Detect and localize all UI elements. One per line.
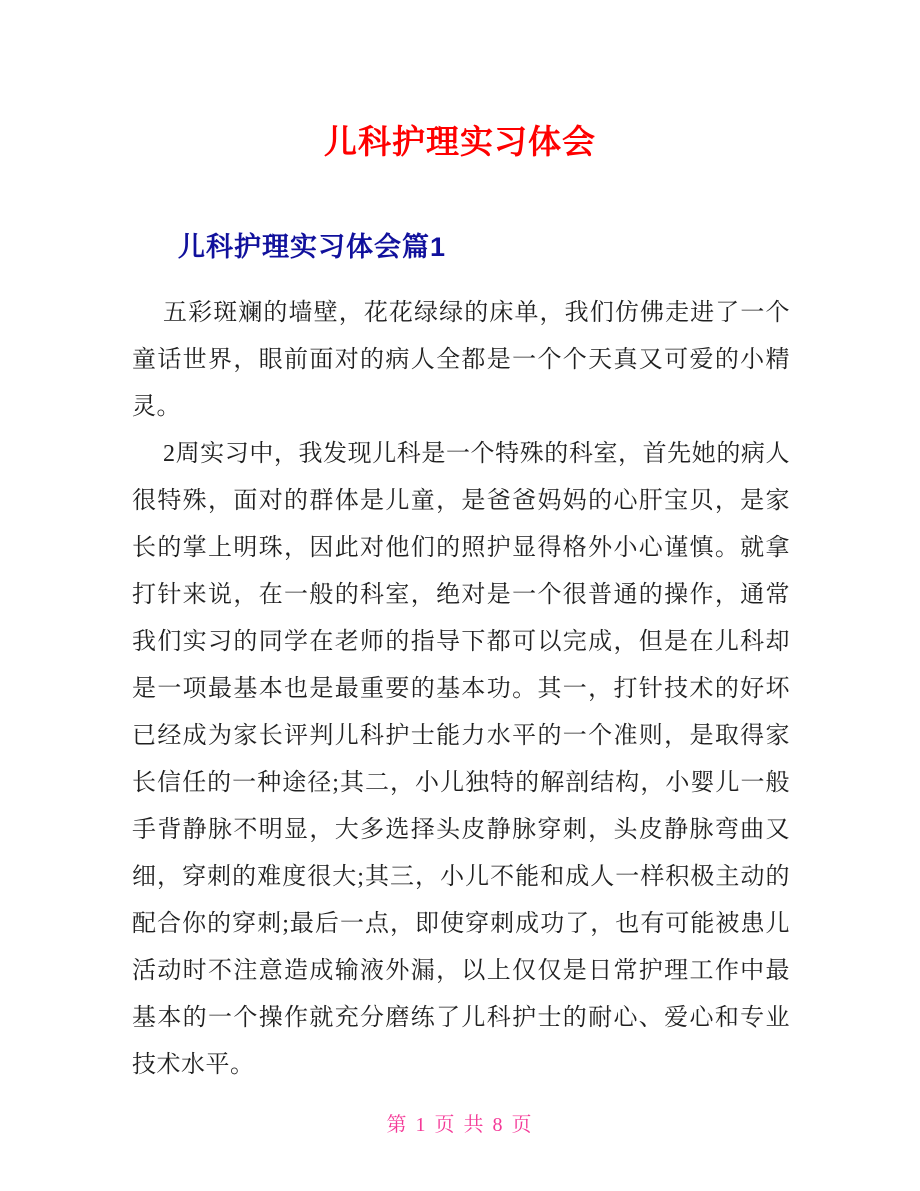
document-title: 儿科护理实习体会	[324, 123, 596, 160]
document-body	[132, 290, 790, 1089]
section-heading: 儿科护理实习体会篇1	[178, 232, 447, 262]
page-footer: 第 1 页 共 8 页	[386, 1114, 534, 1136]
paragraph: 五彩斑斓的墙壁，花花绿绿的床单，我们仿佛走进了一个童话世界，眼前面对的病人全都是一个个天真又可爱的小精灵。	[132, 300, 790, 420]
paragraph: 2周实习中，我发现儿科是一个特殊的科室，首先她的病人很特殊，面对的群体是儿童，是爸爸妈妈的心肝宝贝，是家长的掌上明珠，因此对他们的照护显得格外小心谨慎。就拿打针来说，在一般的科室，绝对是一个很普通的操作，通常我们实习的同学在老师的指导下都可以完成，但是在儿科却是一项最基本也是最重要的基本功。其一，打针技术的好坏已经成为家长评判儿科护士能力水平的一个准则，是取得家长信任的一种途径;其二，小儿独特的解剖结构，小婴儿一般手背静脉不明显，大多选择头皮静脉穿刺，头皮静脉弯曲又细，穿刺的难度很大;其三，小儿不能和成人一样积极主动的配合你的穿刺;最后一点，即使穿刺成功了，也有可能被患儿活动时不注意造成输液外漏，以上仅仅是日常护理工作中最基本的一个操作就充分磨练了儿科护士的耐心、爱心和专业技术水平。	[132, 441, 790, 1078]
